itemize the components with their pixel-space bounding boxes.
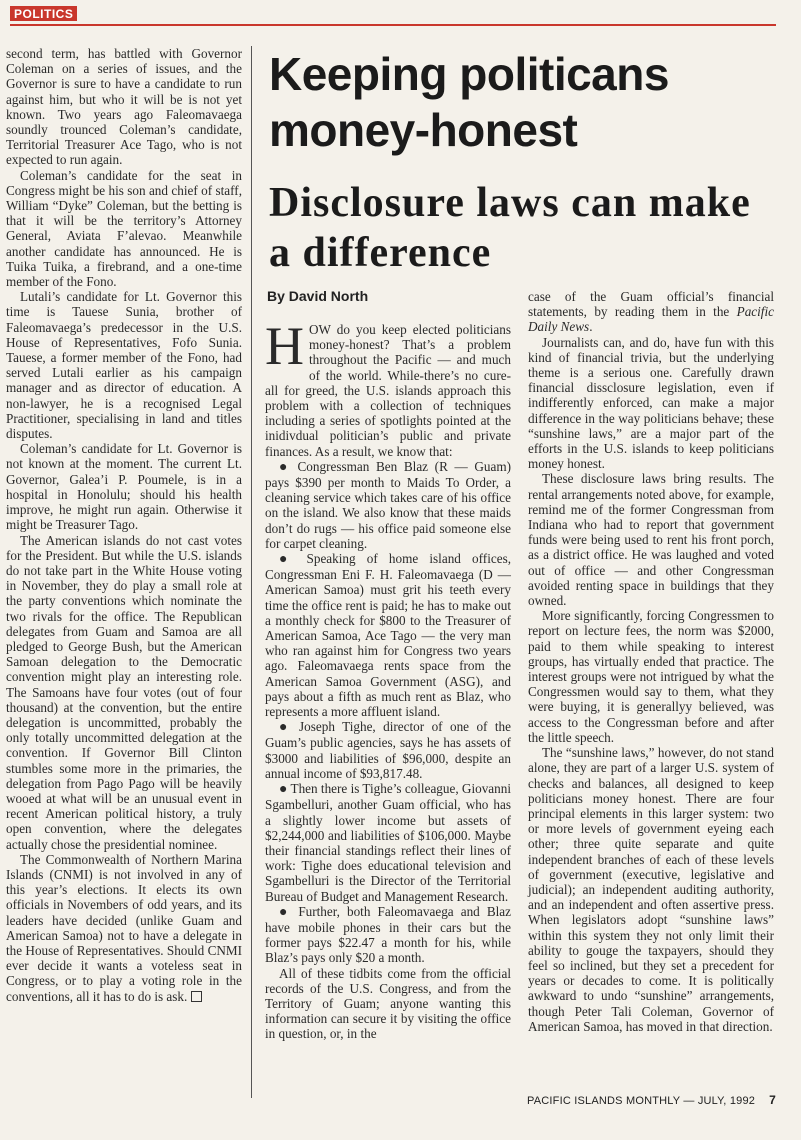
paragraph: All of these tidbits come from the official records of the U.S. Congress, and from the Territory of Guam; anyone wanting this information can secure it by visiting the office in question, or, in the (265, 965, 511, 1042)
paragraph: The “sunshine laws,” however, do not stand alone, they are part of a larger U.S. system of checks and balances, all designed to keep politicians money honest. There are four principal elements in this larger system: two or more levels of government eyeing each other; three quite separate and quite independent branches of each of these levels of government (executive, legislative and judicial); an independent auditing authority, and an independent and often assertive press. When legislators adopt “sunshine laws” within this system they not only limit their ability to gouge the taxpayers, should they feel so inclined, but they set a precedent for years or decades to come. It is politically awkward to undo “sunshine” arrangements, though Peter Tali Coleman, Governor of American Samoa, has moved in that direction. (528, 745, 774, 1034)
column-right (528, 289, 774, 1034)
end-mark-icon (191, 991, 202, 1002)
paragraph-text: The Commonwealth of Northern Marina Islands (CNMI) is not involved in any of this year’s elections. It elects its own officials in Novembers of odd years, and its leaders have decided (unlike Guam and American Samoa) not to have a delegate in the House of Representatives. Should CNMI ever decide it wants a voteless seat in Congress, or to play a voting role in the conventions, all it has to do is ask. (6, 851, 242, 1004)
paragraph: Journalists can, and do, have fun with this kind of financial trivia, but the underlying theme is a serious one. Carefully drawn financial dissclosure legislation, even if indifferently enforced, can make a major difference in the way politicians behave; these “sunshine laws,” are a major part of the efforts in the U.S. islands to keep politicians money honest. (528, 334, 774, 472)
bullet-icon: ● (279, 459, 291, 475)
page-footer (527, 1093, 776, 1107)
bullet-text: Speaking of home island offices, Congressman Eni F. H. Faleomavaega (D — American Samoa) must grit his teeth every time the office rent is paid; he has to make out a monthly check for $800 to the Treasurer of American Samoa, Ace Tago — the very man who ran against him for Congress two years ago. Faleomavaega rents space from the American Samoa Government (ASG), and pays about a fifth as much rent as Blaz, who represents a more affluent island. (265, 551, 511, 720)
bullet-item (265, 459, 511, 551)
paragraph: These disclosure laws bring results. The rental arrangements noted above, for example, remind me of the former Congressman from Indiana who had to report that government funds were being used to rent his front porch, as a district office. He was laughed and voted out of office — and other Congressman avoided renting space in buildings that they owned. (528, 471, 774, 609)
intro-text: OW do you keep elected politicians money-honest? That’s a problem throughout the Pacific — and much of the world. While-there’s no cure-all for greed, the U.S. islands approach this problem with a collection of techniques including a series of spotlights pointed at the inidivdual politician’s public and private finances. As a result, we know that: (265, 322, 511, 459)
bullet-item (265, 551, 511, 719)
drop-cap: H (265, 316, 304, 376)
bullet-item (265, 719, 511, 781)
bullet-icon: ● (279, 782, 288, 798)
paragraph: Coleman’s candidate for Lt. Governor is not known at the moment. The current Lt. Governor, Galea’i P. Poumele, is in a hospital in Honolulu; should his health improve, he might run again. Otherwise it might be Treasurer Tago. (6, 441, 242, 533)
paragraph-text: . (589, 319, 593, 335)
bullet-text: Then there is Tighe’s colleague, Giovanni Sgambelluri, another Guam official, who has a slightly lower income but assets of $2,244,000 and liabilities of $106,000. Maybe their financial standings reflect their lines of work: Tighe does educational television and Sgambelluri is the Director of the Territorial Bureau of Budget and Management Research. (265, 781, 512, 904)
paragraph-text: case of the Guam official’s financial statements, by reading them in the (528, 289, 774, 320)
paragraph (528, 289, 774, 335)
paragraph: The American islands do not cast votes for the President. But while the U.S. islands do not take part in the White House voting in November, they do play a small role at the party conventions which nominate the two rivals for the office. The Republican delegates from Guam and Samoa are all pledged to George Bush, but the American Samoan delegation to the Democratic convention might play an interesting role. The Samoans have four votes (out of four thousand) at the convention, but the entire delegation is uncommitted, probably the only totally uncommitted delegation at the convention. If Governor Bill Clinton stumbles some more in the primaries, the delegation from Pago Pago will be heavily wooed at what will be an unusual event in recent American political history, a truly open convention, where the delegates actually chose the presidential nominee. (6, 532, 242, 852)
section-header (10, 6, 776, 26)
intro-paragraph (265, 316, 511, 459)
paragraph: Lutali’s candidate for Lt. Governor this time is Tauese Sunia, brother of Faleomavaega’s predecessor in the U.S. House of Representatives, Fofo Sunia. Tauese, a former member of the Fono, had served Lutali earlier as his campaign manager and as director of education. A non-lawyer, he is a recognised Legal Practitioner, specialising in land and titles disputes. (6, 289, 242, 442)
page-number: 7 (769, 1093, 776, 1107)
bullet-icon: ● (279, 904, 292, 920)
bullet-item (265, 781, 511, 904)
bullet-icon: ● (279, 552, 296, 568)
bullet-text: Congressman Ben Blaz (R — Guam) pays $390 per month to Maids To Order, a cleaning service which takes care of his office on the island. We also know that these maids don’t do rugs — his office paid someone else for carpet cleaning. (265, 458, 511, 551)
bullet-text: Further, both Faleomavaega and Blaz have mobile phones in their cars but the former pays $22.47 a month for his, while Blaz’s pays only $20 a month. (265, 903, 511, 966)
publication-name: Pacific Daily News (528, 304, 774, 335)
headline: Keeping politicans money-honest (269, 48, 669, 156)
paragraph-last (6, 852, 242, 1004)
bullet-icon: ● (279, 720, 292, 736)
bullet-item (265, 904, 511, 966)
byline: By David North (267, 288, 369, 304)
subheadline: Disclosure laws can make a difference (269, 180, 751, 276)
section-label: POLITICS (10, 6, 77, 21)
column-middle (265, 316, 512, 1042)
paragraph: More significantly, forcing Congressmen to report on lecture fees, the norm was $2000, paid to them while speaking to interest groups, has virtually ended that practice. The interest groups were not intrigued by what the Congressmen would say to them, what they were buying, it is generallyy believed, was access to the Congressman before and after the little speech. (528, 608, 774, 745)
column-left (6, 46, 242, 1004)
bullet-text: Joseph Tighe, director of one of the Guam’s public agencies, says he has assets of $3000 and liabilities of $96,000, despite an annual income of $93,817.48. (265, 719, 511, 781)
column-divider (251, 46, 252, 1098)
paragraph: Coleman’s candidate for the seat in Congress might be his son and chief of staff, William “Dyke” Coleman, but the betting is that it will be the territory’s Attorney General, Aviata F’alevao. Meanwhile another candidate has announced. He is Tuika Tuika, a firebrand, and a one-time member of the Fono. (6, 167, 242, 290)
publication-line: PACIFIC ISLANDS MONTHLY — JULY, 1992 (527, 1095, 756, 1107)
paragraph: second term, has battled with Governor Coleman on a series of issues, and the Governor is sure to have a candidate to run against him, but who it will be is not yet known. Two years ago Faleomavaega soundly trounced Coleman’s candidate, Territorial Treasurer Ace Tago, who is not expected to run again. (6, 46, 242, 168)
